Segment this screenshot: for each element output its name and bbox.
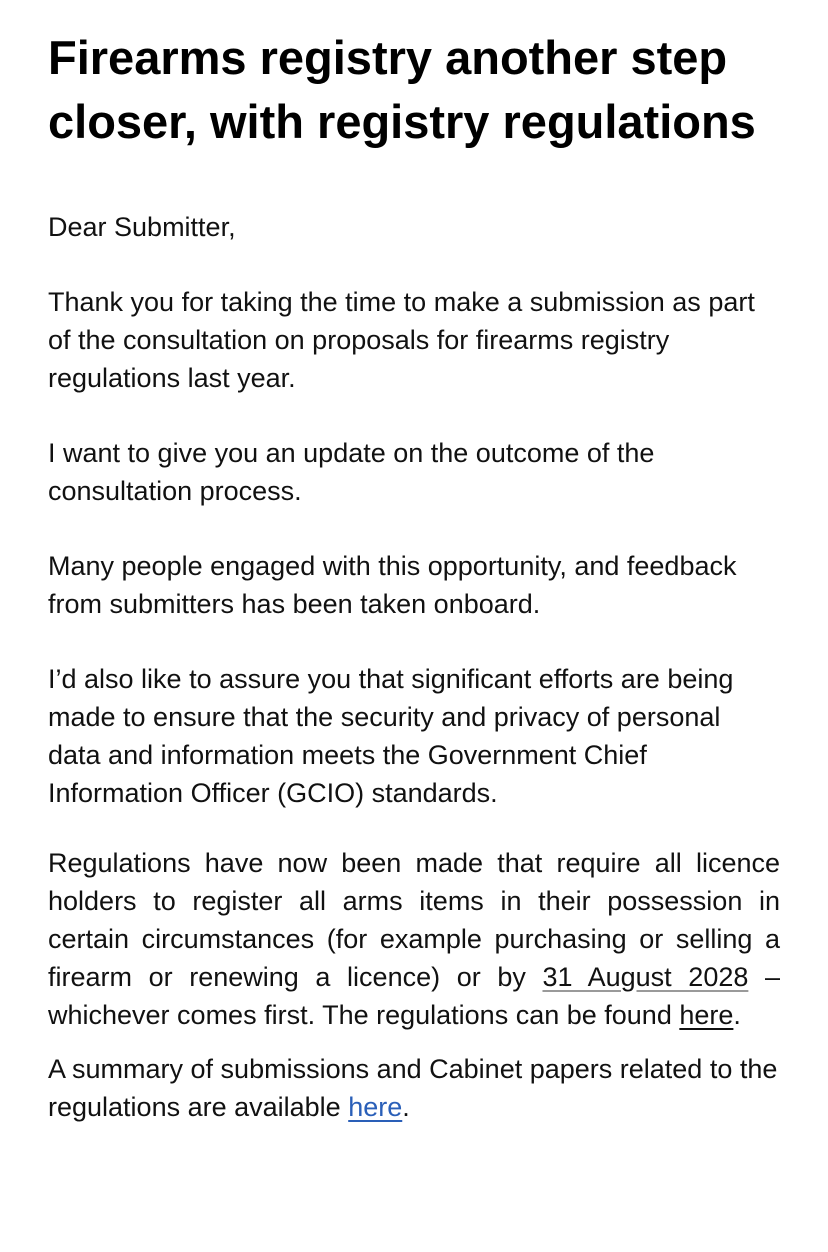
article-title: Firearms registry another step closer, with registry regulations <box>48 31 756 148</box>
summary-text-after: . <box>402 1092 410 1122</box>
regulations-text-after: . <box>733 1000 741 1030</box>
deadline-date-link[interactable]: 31 August 2028 <box>542 962 749 992</box>
summary-text-before: A summary of submissions and Cabinet papers related to the regulations are available <box>48 1054 778 1122</box>
paragraph-summary <box>48 1050 780 1126</box>
regulations-here-link[interactable]: here <box>679 1000 734 1030</box>
paragraph-security: I’d also like to assure you that significant efforts are being made to ensure that the security and privacy of personal data and information meets the Government Chief Information Officer (GCIO) standards. <box>48 664 734 808</box>
paragraph-engagement: Many people engaged with this opportunity, and feedback from submitters has been taken onboard. <box>48 551 737 619</box>
summary-here-link[interactable]: here <box>348 1092 403 1122</box>
paragraph-regulations <box>48 844 780 1034</box>
regulations-text-before: Regulations have now been made that require all licence holders to register all arms items in their possession in certain circumstances (for example purchasing or selling a firearm or renewing a licence) or by <box>48 848 780 992</box>
greeting: Dear Submitter, <box>48 212 236 242</box>
paragraph-thanks: Thank you for taking the time to make a submission as part of the consultation on proposals for firearms registry regulations last year. <box>48 287 755 393</box>
regulations-text-middle: – whichever comes first. The regulations can be found <box>48 962 781 1030</box>
paragraph-update: I want to give you an update on the outcome of the consultation process. <box>48 438 655 506</box>
